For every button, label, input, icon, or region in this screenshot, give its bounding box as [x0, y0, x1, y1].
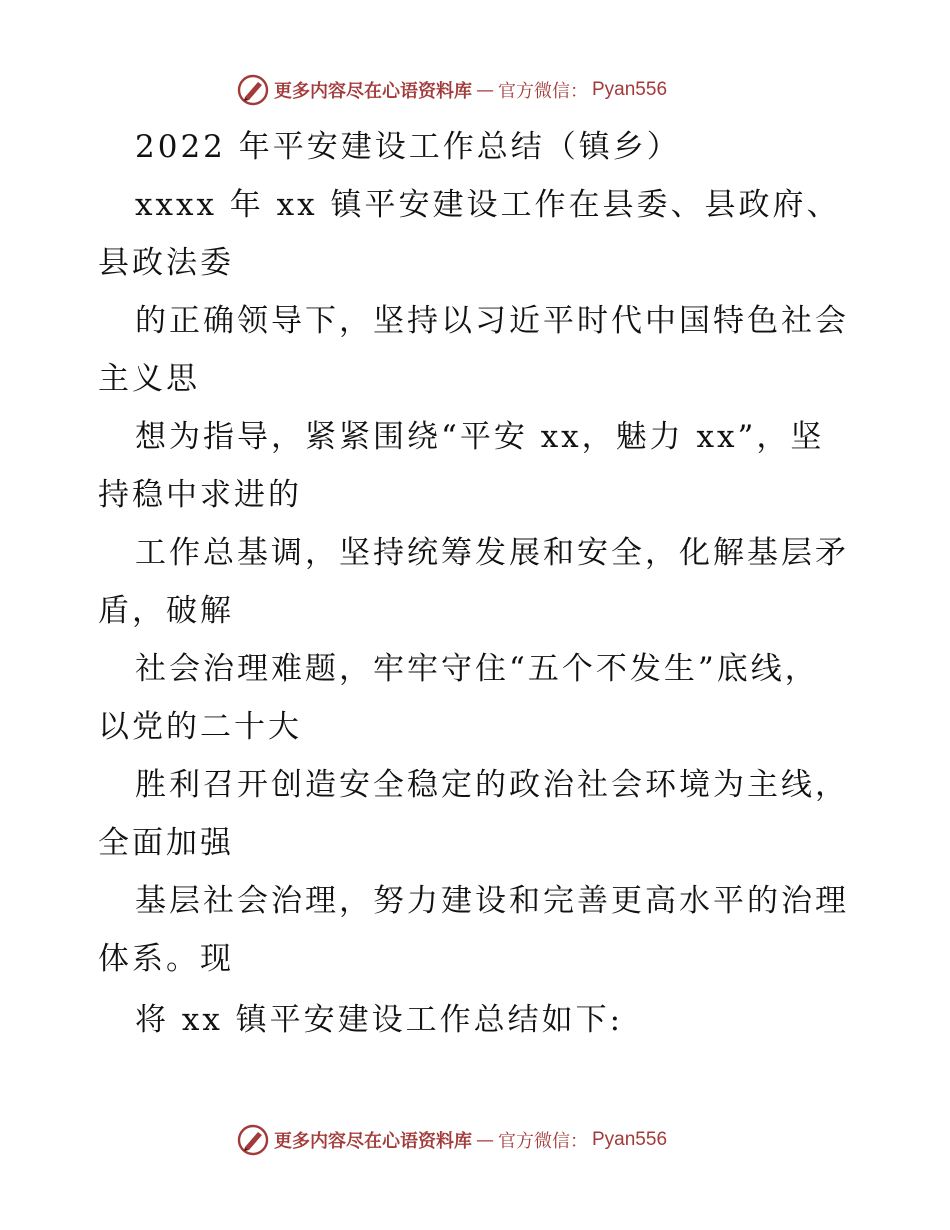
watermark-dash: — [476, 1129, 494, 1151]
paragraph-line: 的正确领导下，坚持以习近平时代中国特色社会 [135, 303, 849, 339]
document-title: 2022 年平安建设工作总结（镇乡） [135, 129, 681, 165]
paragraph-line: 全面加强 [98, 825, 234, 861]
paragraph-line: 将 xx 镇平安建设工作总结如下: [135, 1002, 624, 1038]
paragraph-line: 盾，破解 [98, 593, 234, 629]
paragraph-line: 主义思 [98, 361, 200, 397]
paragraph-line: 社会治理难题，牢牢守住“五个不发生”底线， [135, 651, 819, 687]
red-pen-seal-icon [236, 1123, 270, 1157]
watermark-wechat-label: 官方微信： [498, 1131, 588, 1152]
header-watermark [236, 73, 667, 107]
watermark-wechat-id: Pyan556 [592, 79, 668, 100]
paragraph-line: 基层社会治理，努力建设和完善更高水平的治理 [135, 883, 849, 919]
paragraph-line: 想为指导，紧紧围绕“平安 xx，魅力 xx”，坚 [135, 419, 825, 455]
watermark-wechat-id: Pyan556 [592, 1129, 668, 1150]
paragraph-line: 以党的二十大 [98, 709, 302, 745]
paragraph-line: 持稳中求进的 [98, 477, 302, 513]
paragraph-line: 工作总基调，坚持统筹发展和安全，化解基层矛 [135, 535, 849, 571]
red-pen-seal-icon [236, 73, 270, 107]
watermark-wechat-label: 官方微信： [498, 81, 588, 102]
paragraph-line: 体系。现 [98, 941, 234, 977]
paragraph-line: 胜利召开创造安全稳定的政治社会环境为主线， [135, 767, 849, 803]
paragraph-line: 县政法委 [98, 245, 234, 281]
watermark-site-text: 更多内容尽在心语资料库 [274, 1131, 472, 1152]
watermark-dash: — [476, 79, 494, 101]
watermark-site-text: 更多内容尽在心语资料库 [274, 81, 472, 102]
footer-watermark [236, 1123, 667, 1157]
paragraph-line: xxxx 年 xx 镇平安建设工作在县委、县政府、 [135, 187, 841, 223]
